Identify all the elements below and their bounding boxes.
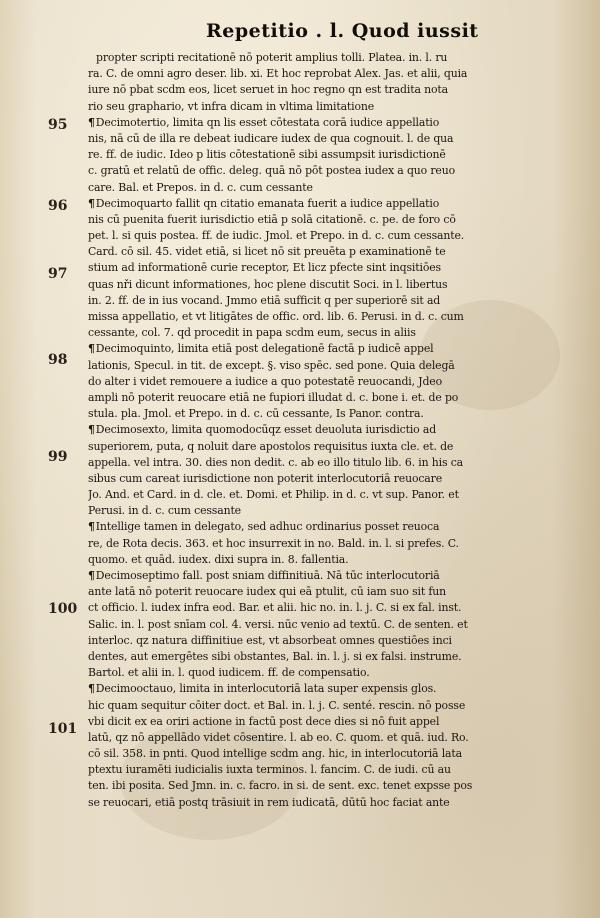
text-line: in. 2. ff. de in ius vocand. Jmmo etiā sufficit q per superiorē sit ad — [88, 293, 441, 307]
paragraph — [88, 196, 568, 342]
text-line: dentes, aut emergētes sibi obstantes, Bal. in. l. j. si ex falsi. instrume. — [88, 649, 462, 663]
text-line: Salic. in. l. post snīam col. 4. versi. nūc venio ad textū. C. de senten. et — [88, 617, 468, 631]
text-line: care. Bal. et Prepos. in d. c. cum cessante — [88, 180, 313, 194]
margin-number: 95 — [48, 117, 68, 133]
paragraph — [88, 341, 568, 422]
text-line: nis, nā cū de illa re debeat iudicare iudex de qua cognouit. l. de qua — [88, 131, 454, 145]
text-line: superiorem, puta, q noluit dare apostolos requisitus iuxta cle. et. de — [88, 439, 454, 453]
text-line — [88, 681, 568, 697]
text-line: quomo. et quād. iudex. dixi supra in. 8. fallentia. — [88, 552, 349, 566]
text-line: appella. vel intra. 30. dies non dedit. c. ab eo illo titulo lib. 6. in his ca — [88, 455, 463, 469]
text-line: nis cū puenita fuerit iurisdictio etiā p solā citationē. c. pe. de foro cō — [88, 212, 456, 226]
pilcrow-mark: ¶ — [88, 115, 95, 129]
paragraph — [88, 519, 568, 568]
text-line: ampli nō poterit reuocare etiā ne fupiori illudat d. c. bone i. et. de po — [88, 390, 459, 404]
text-line: ct officio. l. iudex infra eod. Bar. et alii. hic no. in. l. j. C. si ex fal. inst. — [88, 601, 462, 615]
text-line-content: Decimooctauo, limita in interlocutoriā lata super expensis glos. — [95, 682, 437, 696]
pilcrow-mark: ¶ — [88, 423, 95, 437]
margin-number: 101 — [48, 721, 78, 737]
pilcrow-mark: ¶ — [88, 569, 95, 582]
pilcrow-mark: ¶ — [88, 520, 95, 534]
paragraph — [88, 568, 568, 681]
text-line: ante latā nō poterit reuocare iudex qui eā ptulit, cū iam suo sit fun — [88, 585, 446, 599]
text-line: Bartol. et alii in. l. quod iudicem. ff. de compensatio. — [88, 666, 370, 680]
margin-number: 96 — [48, 198, 68, 214]
text-line: quas nři dicunt informationes, hoc plene discutit Soci. in l. libertus — [88, 277, 448, 291]
text-line: stium ad informationē curie receptor, Et licz pfecte sint inqsitiōes — [88, 261, 441, 275]
text-line-content: Decimotertio, limita qn lis esset cōtestata corā iudice appellatio — [95, 115, 440, 129]
text-line: hic quam sequitur cōiter doct. et Bal. in. l. j. C. senté. rescin. nō posse — [88, 698, 466, 712]
text-line: sibus cum careat iurisdictione non poterit interlocutoriā reuocare — [88, 471, 442, 485]
text-line: interloc. qz natura diffinitiue est, vt absorbeat omnes questiōes inci — [88, 633, 452, 647]
text-line-content: Intellige tamen in delegato, sed adhuc ordinarius posset reuoca — [95, 520, 440, 534]
text-line: missa appellatio, et vt litigātes de offic. ord. lib. 6. Perusi. in d. c. cum — [88, 310, 464, 323]
paragraph — [88, 422, 568, 519]
text-line: propter scripti recitationē nō poterit amplius tolli. Platea. in. l. ru — [96, 51, 448, 64]
text-line: ptextu iuramēti iudicialis iuxta terminos. l. fancim. C. de iudi. cū au — [88, 763, 451, 777]
text-line: c. gratū et relatū de offic. deleg. quā nō pōt postea iudex a quo reuo — [88, 164, 455, 178]
text-line: Jo. And. et Card. in d. cle. et. Domi. et Philip. in d. c. vt sup. Panor. et — [88, 488, 459, 502]
text-line: ten. ibi posita. Sed Jmn. in. c. facro. in si. de sent. exc. tenet expsse pos — [88, 779, 473, 793]
text-line: vbi dicit ex ea oriri actione in factū post dece dies si nō fuit appel — [88, 714, 440, 728]
text-line-content: Decimosexto, limita quomodocūqz esset deuoluta iurisdictio ad — [95, 423, 437, 437]
text-line: iure nō pbat scdm eos, licet seruet in hoc regno qn est tradita nota — [88, 83, 448, 97]
text-line: do alter i videt remouere a iudice a quo potestatē reuocandi, Jdeo — [88, 374, 443, 388]
text-line: Perusi. in d. c. cum cessante — [88, 504, 241, 518]
text-line — [88, 422, 568, 438]
margin-number: 97 — [48, 266, 68, 282]
text-block — [88, 50, 568, 811]
text-line — [88, 568, 568, 584]
paragraph — [88, 115, 568, 196]
text-line: rio seu graphario, vt infra dicam in vltima limitatione — [88, 99, 375, 113]
margin-number: 99 — [48, 449, 68, 465]
text-line: re. ff. de iudic. Ideo p litis cōtestationē sibi assumpsit iurisdictionē — [88, 148, 446, 162]
text-line-content: Decimoquarto fallit qn citatio emanata fuerit a iudice appellatio — [95, 196, 440, 210]
pilcrow-mark: ¶ — [88, 682, 95, 696]
text-line: re, de Rota decis. 363. et hoc insurrexit in no. Bald. in. l. si prefes. C. — [88, 536, 459, 550]
margin-number: 100 — [48, 601, 78, 617]
paragraph — [88, 681, 568, 811]
pilcrow-mark: ¶ — [88, 342, 95, 356]
text-line-content: Decimoseptimo fall. post sniam diffinitiuā. Nā tūc interlocutoriā — [95, 569, 440, 582]
text-line-content: Decimoquinto, limita etiā post delegationē factā p iudicē appel — [95, 342, 434, 356]
text-line: lationis, Specul. in tit. de except. §. viso spēc. sed pone. Quia delegā — [88, 358, 455, 372]
text-line: se reuocari, etiā postq trāsiuit in rem iudicatā, dūtū hoc faciat ante — [88, 795, 450, 809]
text-line: cō sil. 358. in pnti. Quod intellige scdm ang. hic, in interlocutoriā lata — [88, 747, 462, 761]
text-line: latū, qz nō appellādo videt cōsentire. l. ab eo. C. quom. et quā. iud. Ro. — [88, 730, 469, 744]
running-head: Repetitio . l. Quod iussit — [206, 20, 479, 42]
text-line — [88, 519, 568, 535]
text-line — [88, 196, 568, 212]
text-line — [88, 341, 568, 357]
margin-number: 98 — [48, 352, 68, 368]
pilcrow-mark: ¶ — [88, 196, 95, 210]
paragraph — [88, 50, 568, 115]
text-line — [88, 115, 568, 131]
text-line: ra. C. de omni agro deser. lib. xi. Et hoc reprobat Alex. Jas. et alii, quia — [88, 67, 468, 81]
text-line: cessante, col. 7. qd procedit in papa scdm eum, secus in aliis — [88, 326, 416, 340]
text-line: Card. cō sil. 45. videt etiā, si licet nō sit preuēta p examinationē te — [88, 245, 446, 259]
text-line: stula. pla. Jmol. et Prepo. in d. c. cū cessante, Is Panor. contra. — [88, 407, 424, 421]
text-line: pet. l. si quis postea. ff. de iudic. Jmol. et Prepo. in d. c. cum cessante. — [88, 229, 465, 243]
